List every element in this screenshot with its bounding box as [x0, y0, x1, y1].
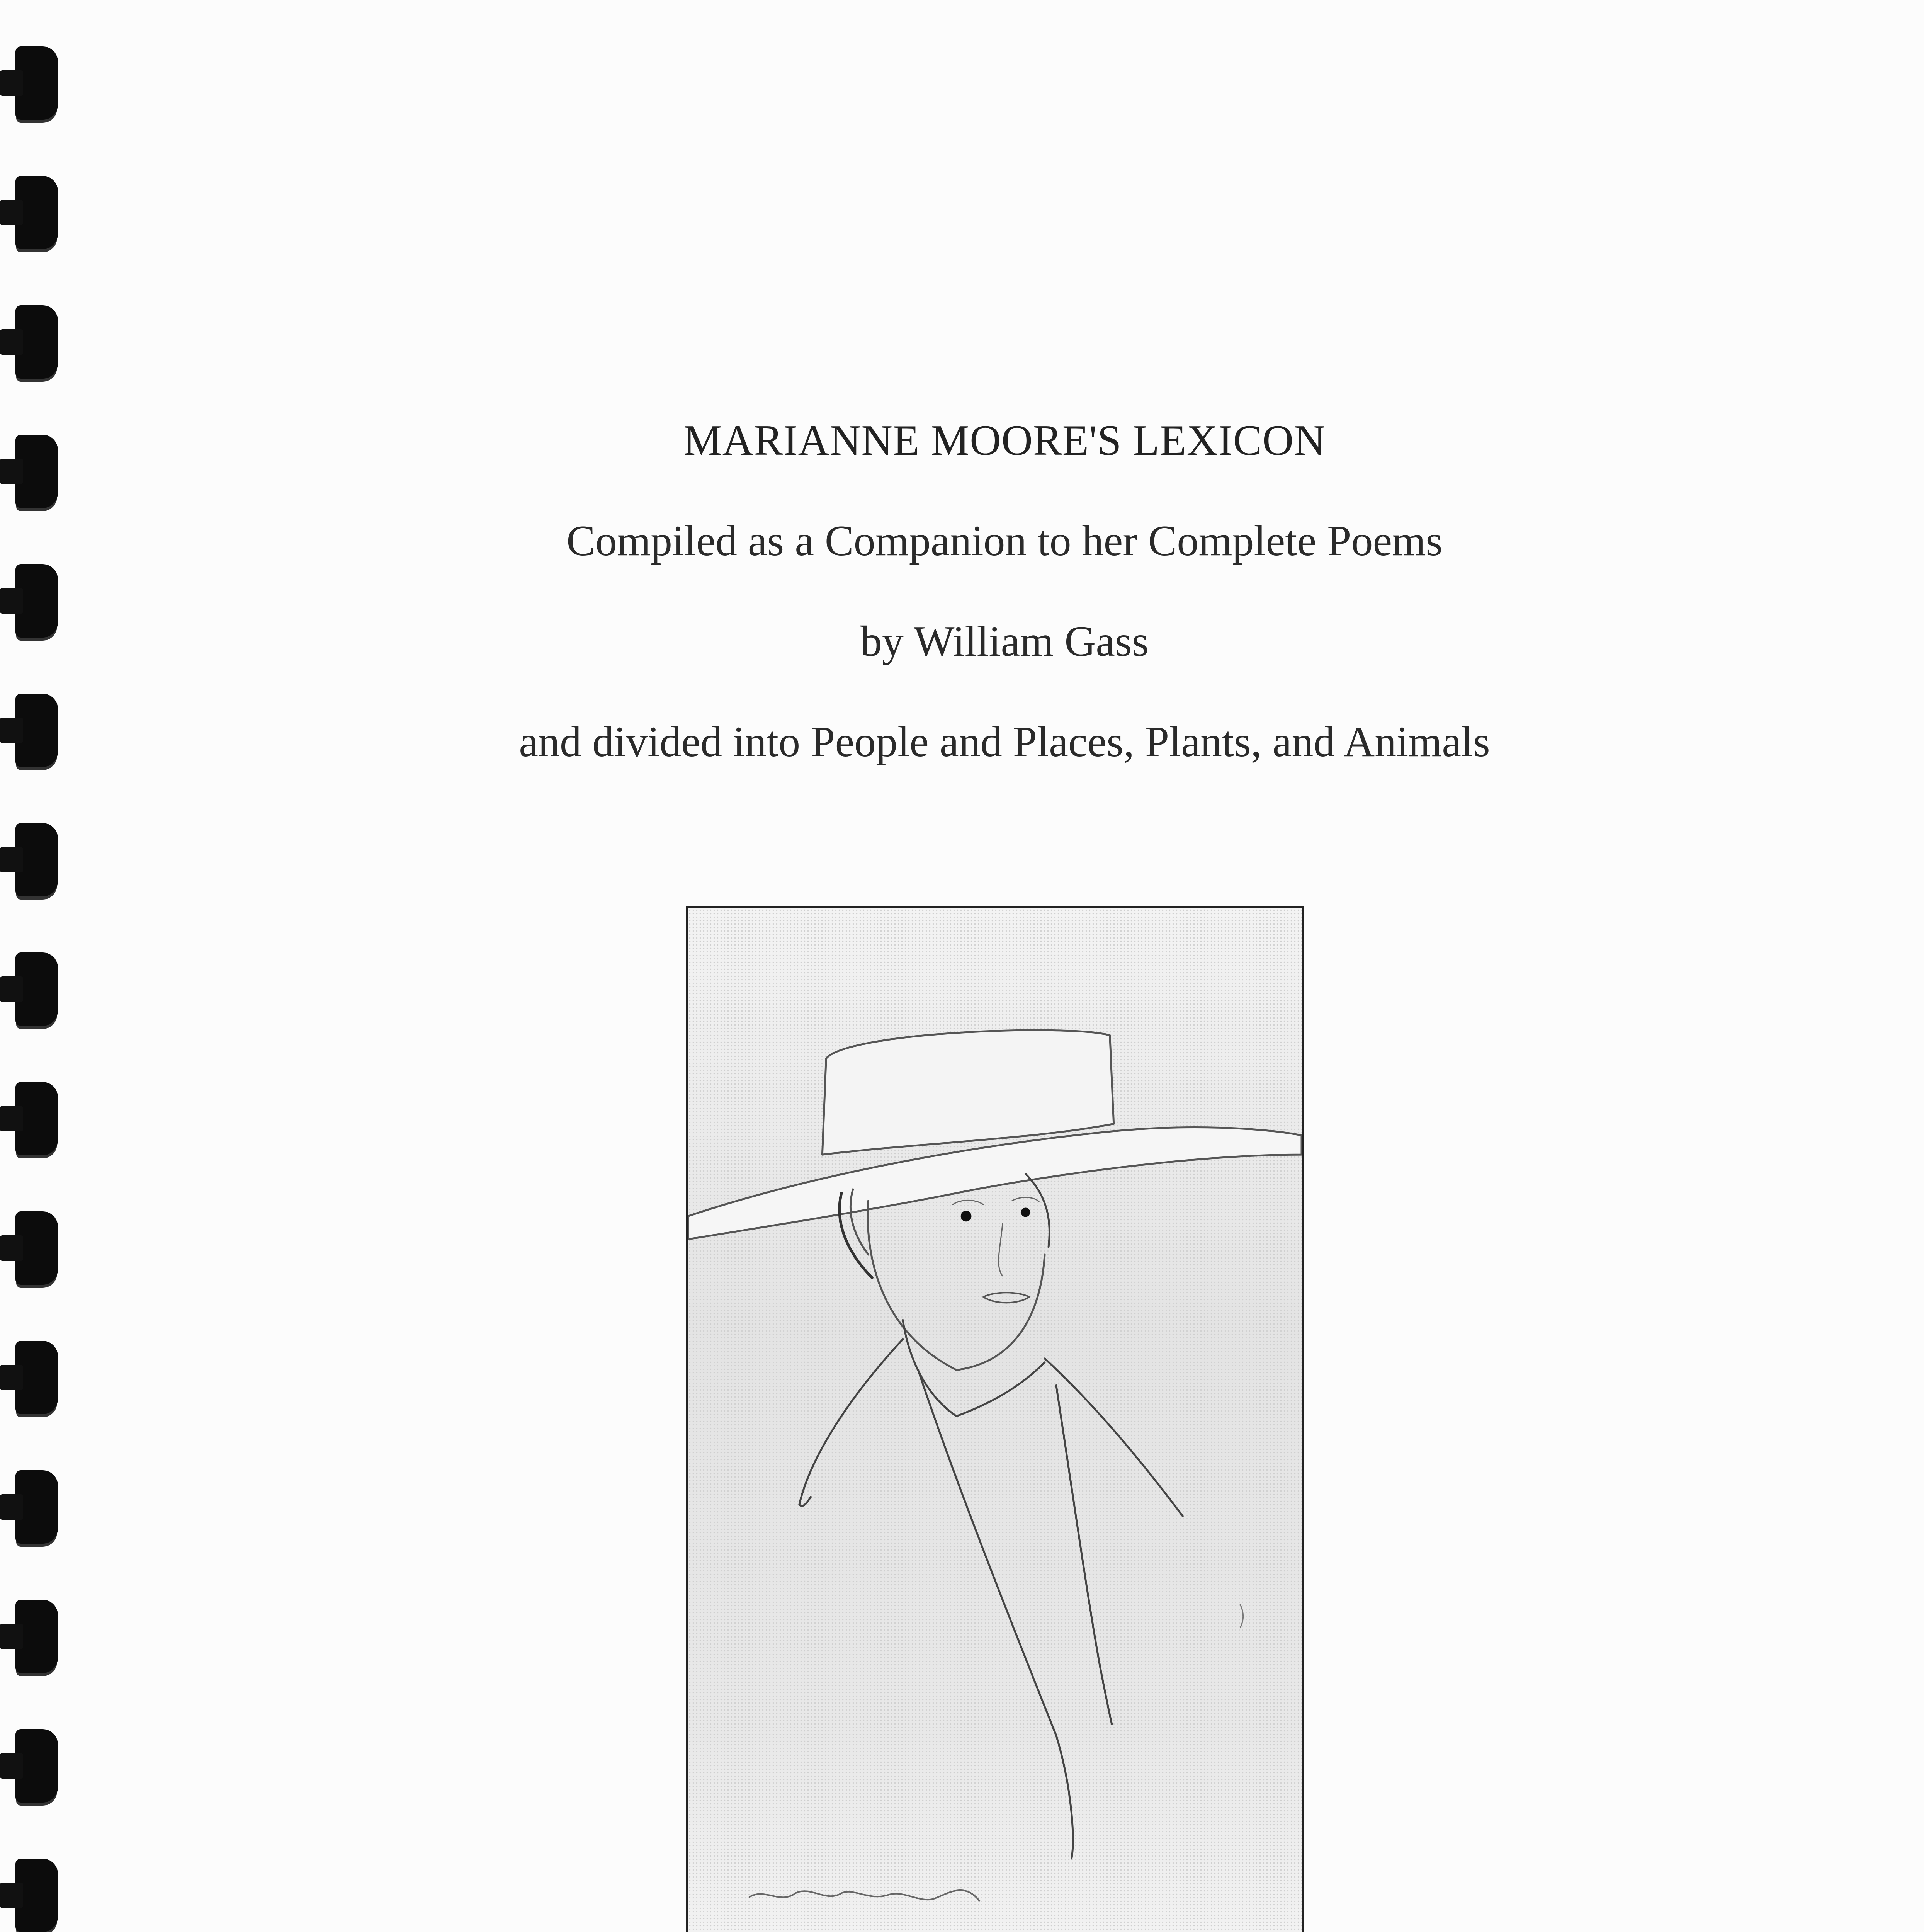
binding-coil [15, 1470, 58, 1544]
title-block [386, 413, 1623, 769]
binding-coil [15, 1211, 58, 1285]
binding-coil [15, 1341, 58, 1414]
portrait-illustration [686, 906, 1304, 1932]
document-title: MARIANNE MOORE'S LEXICON [683, 417, 1326, 464]
binding-coil [15, 1600, 58, 1673]
division-line: and divided into People and Places, Plants, and Animals [519, 718, 1490, 766]
binding-coil [15, 1859, 58, 1932]
binding-coil [15, 46, 58, 120]
author-line: by William Gass [860, 617, 1149, 665]
binding-coil [15, 823, 58, 896]
document-subtitle: Compiled as a Companion to her Complete Poems [566, 517, 1443, 565]
portrait-sketch [688, 908, 1302, 1932]
binding-coil [15, 564, 58, 638]
binding-coil [15, 176, 58, 249]
binding-coil [15, 694, 58, 767]
binding-coil [15, 1729, 58, 1803]
binding-coil [15, 1082, 58, 1155]
binding-coil [15, 435, 58, 508]
binding-coil [15, 952, 58, 1026]
spiral-binding [0, 0, 66, 1932]
binding-coil [15, 305, 58, 379]
